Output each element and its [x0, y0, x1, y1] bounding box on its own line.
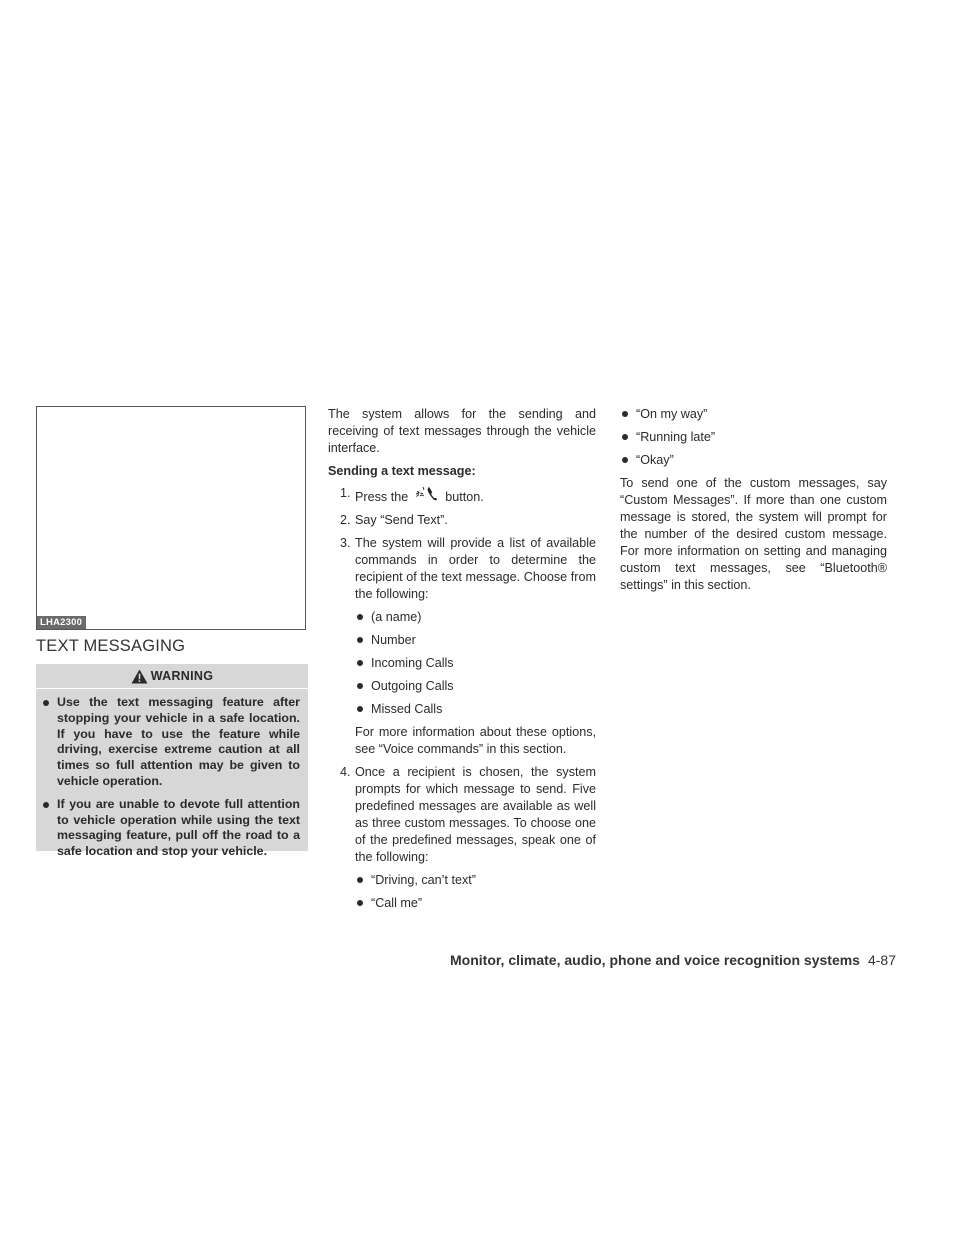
warning-divider	[36, 688, 308, 689]
step-number: 1.	[340, 486, 351, 500]
list-item-text: Number	[371, 633, 416, 647]
warning-item-text: Use the text messaging feature after stopping your vehicle in a safe location. If you have to use the feature while driving, exercise extreme caution at all times so full attention may be given to vehicle operation.	[57, 695, 300, 788]
phone-voice-icon	[414, 485, 438, 505]
list-item-text: “On my way”	[636, 407, 708, 421]
warning-heading: WARNING	[150, 668, 214, 683]
intro-paragraph: The system allows for the sending and receiving of text messages through the vehicle interface.	[328, 407, 596, 455]
step-text-before: Press the	[355, 490, 409, 504]
step-1	[328, 485, 596, 506]
bullet-icon	[622, 434, 628, 440]
warning-triangle-icon	[131, 669, 148, 684]
list-item	[620, 406, 887, 423]
warning-item-text: If you are unable to devote full attention to vehicle operation while using the text messaging feature, pull off the road to a safe location and stop your vehicle.	[57, 796, 300, 859]
bullet-icon	[357, 683, 363, 689]
step-text: Say “Send Text”.	[355, 513, 448, 527]
step-text: The system will provide a list of available commands in order to determine the recipient of the text message. Choose from the following:	[355, 536, 596, 601]
figure-image	[36, 406, 306, 630]
message-options-list-continued	[620, 406, 887, 469]
list-item	[355, 609, 596, 626]
list-item	[355, 895, 596, 912]
step-text-after: button.	[445, 490, 484, 504]
bullet-icon	[357, 877, 363, 883]
list-item-text: “Okay”	[636, 453, 674, 467]
bullet-icon	[357, 900, 363, 906]
list-item-text: (a name)	[371, 610, 422, 624]
step-number: 2.	[340, 513, 351, 527]
list-item-text: Incoming Calls	[371, 656, 454, 670]
bullet-icon	[357, 637, 363, 643]
recipient-options-list	[355, 609, 596, 718]
list-item	[355, 872, 596, 889]
warning-list	[36, 695, 308, 860]
figure-label: LHA2300	[37, 616, 86, 629]
bullet-icon	[357, 660, 363, 666]
list-item-text: “Driving, can’t text”	[371, 873, 476, 887]
message-options-list	[355, 872, 596, 912]
step-number: 4.	[340, 765, 351, 779]
middle-column	[328, 406, 596, 918]
step-text: Once a recipient is chosen, the system prompts for which message to send. Five predefined messages are available as well as three custom messages. To choose one of the predefined messages, speak one of the following:	[355, 765, 596, 864]
bullet-icon	[622, 411, 628, 417]
warning-box	[36, 664, 308, 859]
list-item-text: “Running late”	[636, 430, 716, 444]
warning-item	[42, 797, 300, 860]
list-item	[620, 429, 887, 446]
bullet-icon	[357, 706, 363, 712]
right-column	[620, 406, 887, 594]
step-2	[328, 512, 596, 529]
list-item	[355, 632, 596, 649]
list-item	[620, 452, 887, 469]
step-3	[328, 535, 596, 758]
page-number: 4-87	[867, 952, 896, 968]
step-4	[328, 764, 596, 912]
step-text	[355, 485, 596, 506]
list-item-text: Outgoing Calls	[371, 679, 454, 693]
section-title: TEXT MESSAGING	[36, 637, 186, 655]
bullet-icon	[622, 457, 628, 463]
bullet-icon	[43, 802, 49, 808]
step-number: 3.	[340, 536, 351, 550]
warning-header	[36, 664, 308, 688]
list-item-text: “Call me”	[371, 896, 423, 910]
list-item	[355, 655, 596, 672]
chapter-title: Monitor, climate, audio, phone and voice recognition systems	[450, 952, 860, 968]
page-footer	[450, 952, 896, 969]
bullet-icon	[43, 700, 49, 706]
custom-messages-paragraph: To send one of the custom messages, say “Custom Messages”. If more than one custom message is stored, the system will prompt for the number of the desired custom message. For more information on setting and managing custom text messages, see “Bluetooth® settings” in this section.	[620, 476, 887, 592]
bullet-icon	[357, 614, 363, 620]
list-item	[355, 701, 596, 718]
warning-item	[42, 695, 300, 790]
subheading: Sending a text message:	[328, 464, 476, 478]
list-item-text: Missed Calls	[371, 702, 443, 716]
options-note: For more information about these options, see “Voice commands” in this section.	[355, 725, 596, 756]
list-item	[355, 678, 596, 695]
